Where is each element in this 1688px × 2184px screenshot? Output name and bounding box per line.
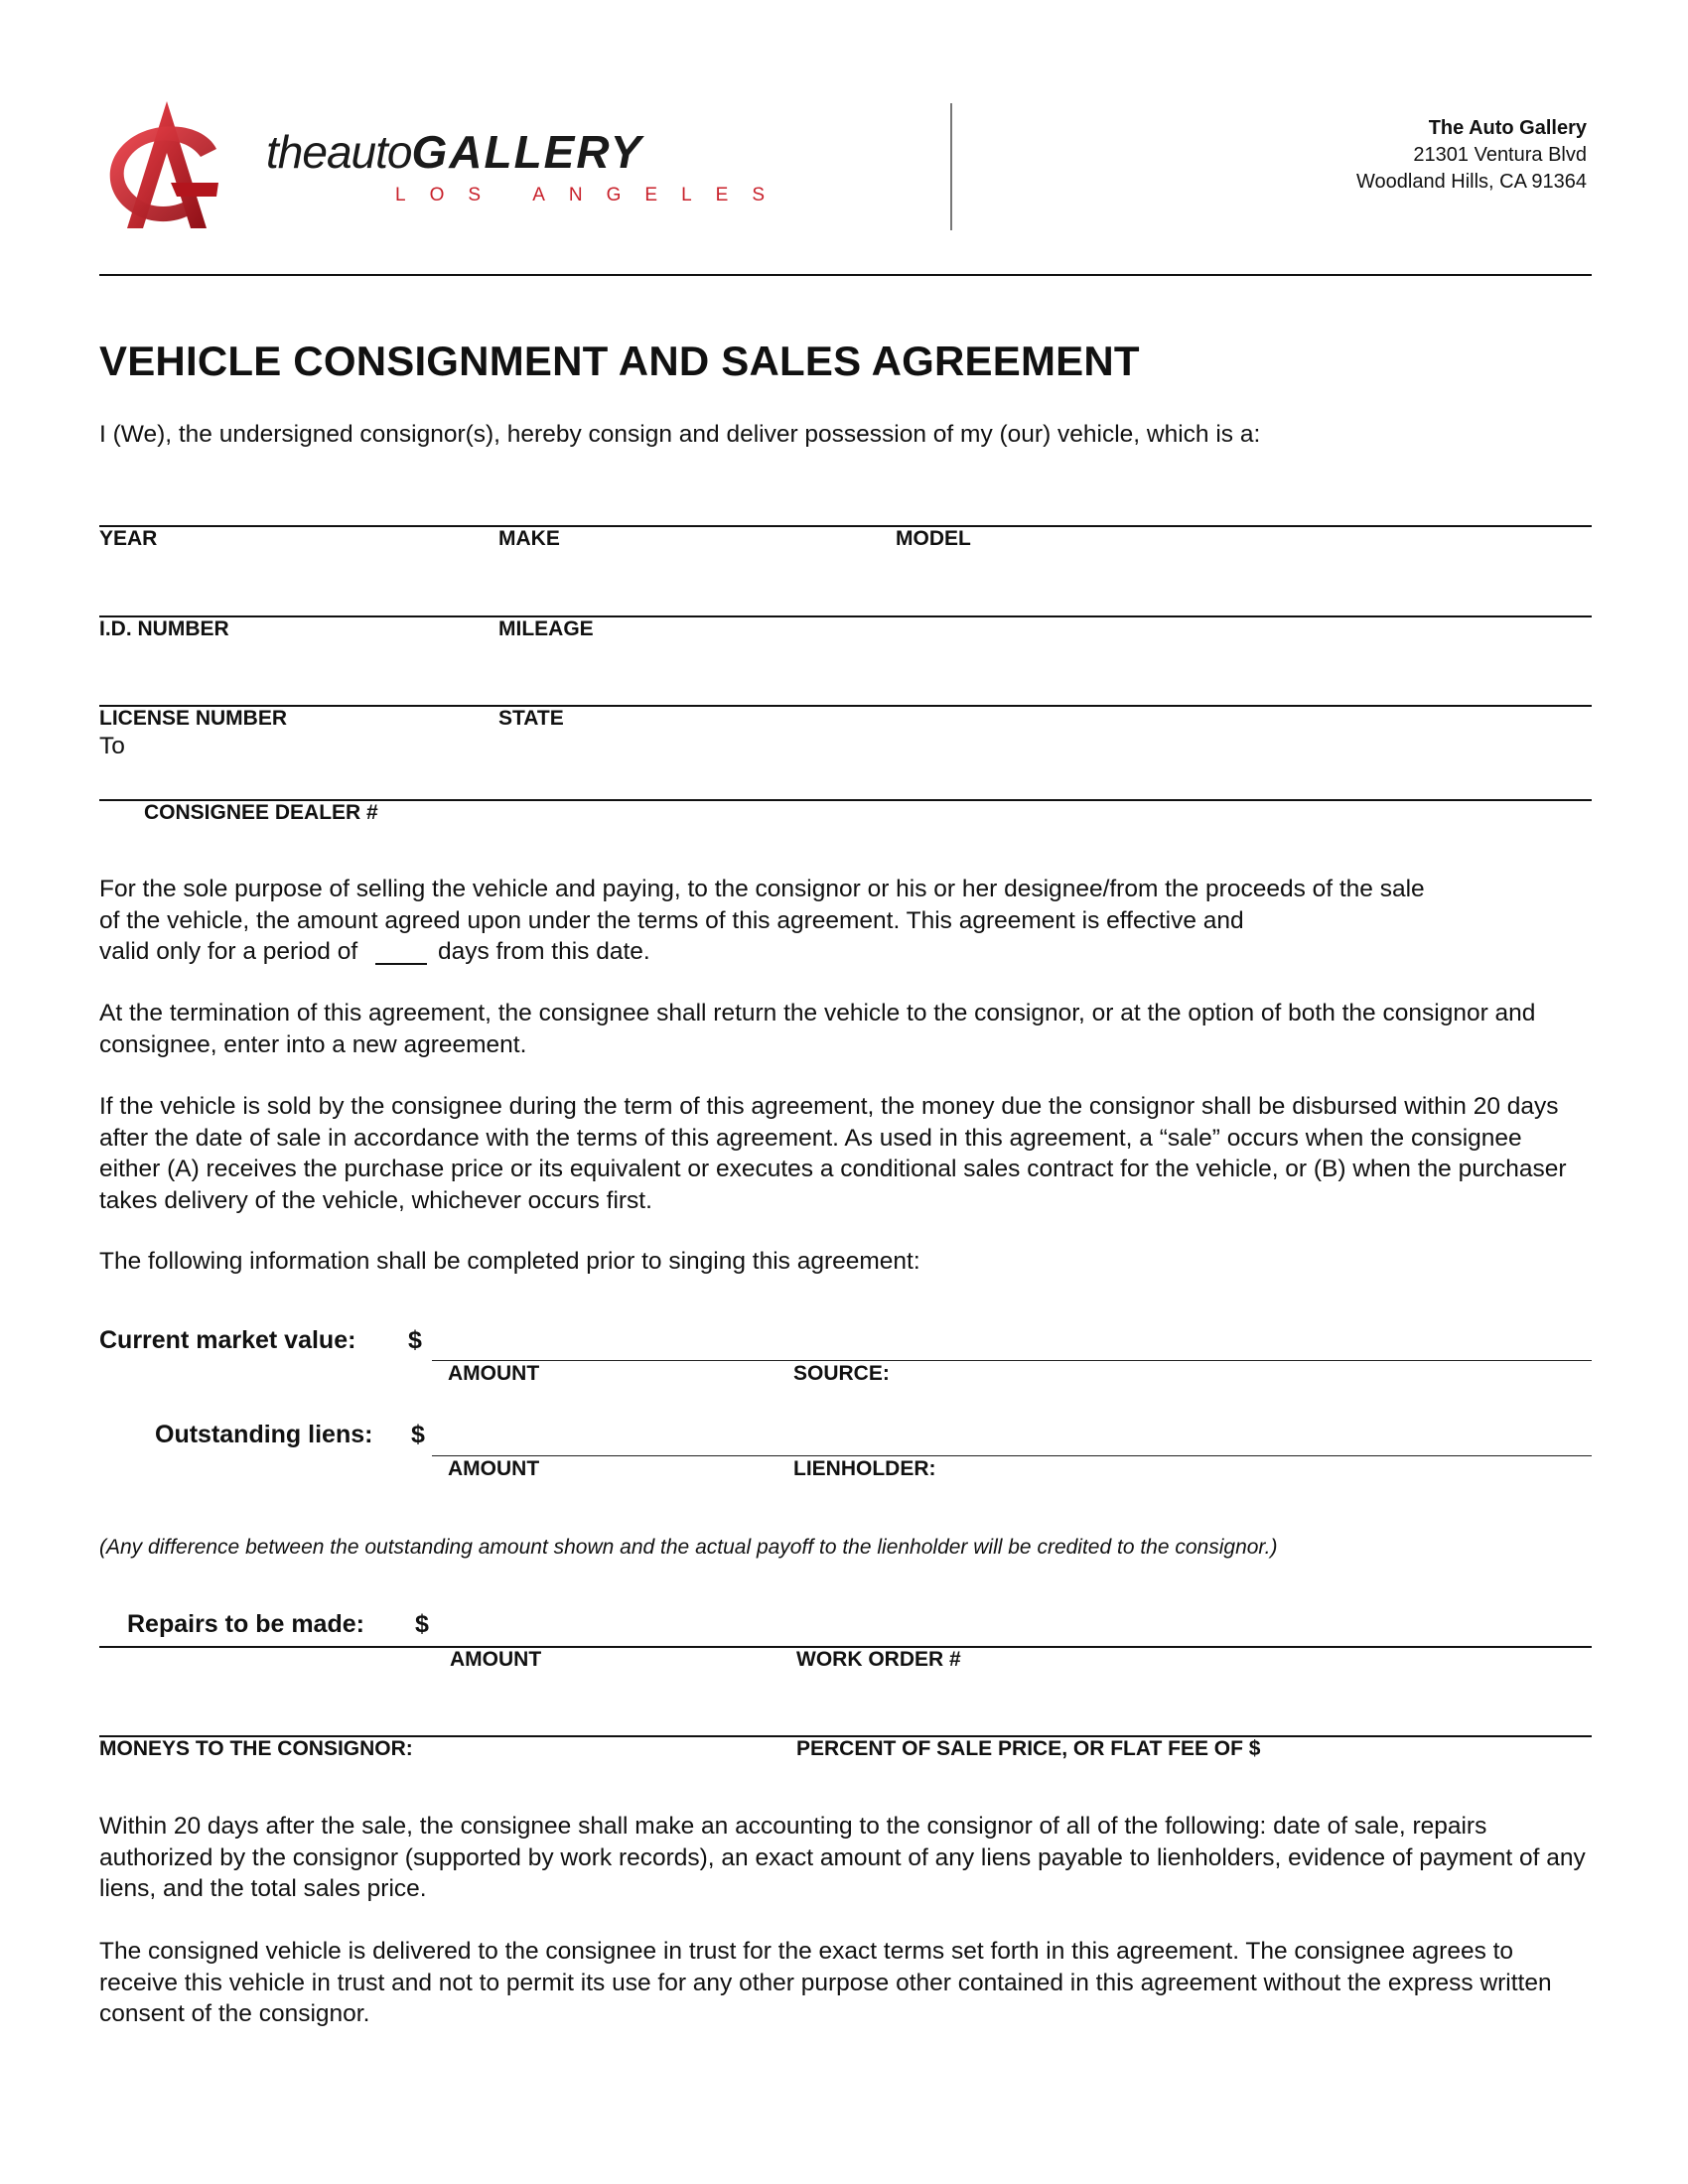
id-number-label: I.D. NUMBER: [99, 617, 229, 640]
state-label: STATE: [498, 707, 564, 730]
days-blank-field[interactable]: [375, 937, 427, 965]
purpose-paragraph: [99, 874, 1589, 968]
repairs-amount-label: AMOUNT: [450, 1648, 542, 1671]
purpose-line-1: For the sole purpose of selling the vehicle and paying, to the consignor or his or her designee/from the proceeds of the sale: [99, 876, 1425, 902]
moneys-label: MONEYS TO THE CONSIGNOR:: [99, 1737, 413, 1760]
days-text: days from this date.: [437, 938, 650, 965]
repairs-dollar: $: [415, 1610, 429, 1638]
vehicle-row2-line[interactable]: [99, 615, 1592, 617]
liens-note: (Any difference between the outstanding amount shown and the actual payoff to the lienholder will be credited to the consignor.): [99, 1536, 1278, 1559]
termination-paragraph: At the termination of this agreement, the consignee shall return the vehicle to the consignor, or at the option of both the consignor and consignee, enter into a new agreement.: [99, 1000, 1536, 1058]
header-divider: [950, 103, 952, 230]
trust-paragraph: The consigned vehicle is delivered to the consignee in trust for the exact terms set forth in this agreement. The consignee agrees to receive this vehicle in trust and not to permit its use for any other purpose other contained in this agreement without the express written consent of the consignor.: [99, 1938, 1552, 2027]
header-rule: [99, 274, 1592, 276]
model-label: MODEL: [896, 527, 971, 550]
accounting-paragraph: Within 20 days after the sale, the consignee shall make an accounting to the consignor of all of the following: date of sale, repairs authorized by the consignor (supported by work records), an exact amount of any liens payable to lienholders, evidence of payment of any liens, and the total sales price.: [99, 1813, 1586, 1902]
to-label: To: [99, 733, 125, 759]
percent-label: PERCENT OF SALE PRICE, OR FLAT FEE OF $: [796, 1737, 1261, 1760]
mileage-label: MILEAGE: [498, 617, 594, 640]
intro-text: I (We), the undersigned consignor(s), hereby consign and deliver possession of my (our) vehicle, which is a:: [99, 421, 1261, 448]
market-amount-label: AMOUNT: [448, 1362, 540, 1385]
lienholder-label: LIENHOLDER:: [793, 1457, 936, 1480]
liens-line[interactable]: [432, 1455, 1592, 1456]
sale-paragraph: If the vehicle is sold by the consignee during the term of this agreement, the money due the consignor shall be disbursed within 20 days after the date of sale in accordance with the terms of this agreement. As used in this agreement, a “sale” occurs when the consignee either (A) receives the purchase price or its equivalent or executes a conditional sales contract for the vehicle, or (B) when the purchaser takes delivery of the vehicle, whichever occurs first.: [99, 1093, 1567, 1214]
year-label: YEAR: [99, 527, 158, 550]
source-label: SOURCE:: [793, 1362, 890, 1385]
company-address-block: [1356, 115, 1587, 196]
license-number-label: LICENSE NUMBER: [99, 707, 288, 730]
vehicle-row3-line[interactable]: [99, 705, 1592, 707]
logo-wordmark: theautoGALLERY: [266, 126, 643, 178]
purpose-line-2: of the vehicle, the amount agreed upon under the terms of this agreement. This agreement is effective and: [99, 906, 1244, 934]
vehicle-row1-line[interactable]: [99, 525, 1592, 527]
document-title: VEHICLE CONSIGNMENT AND SALES AGREEMENT: [99, 338, 1140, 384]
logo-emblem-icon: [95, 97, 234, 236]
make-label: MAKE: [498, 527, 560, 550]
liens-amount-label: AMOUNT: [448, 1457, 540, 1480]
market-value-label: Current market value:: [99, 1326, 356, 1354]
market-value-line[interactable]: [432, 1360, 1592, 1361]
following-paragraph: The following information shall be completed prior to singing this agreement:: [99, 1248, 920, 1275]
company-name: The Auto Gallery: [1428, 117, 1587, 139]
liens-label: Outstanding liens:: [155, 1421, 373, 1448]
period-text: valid only for a period of: [99, 938, 358, 965]
work-order-label: WORK ORDER #: [796, 1648, 961, 1671]
consignee-dealer-label: CONSIGNEE DEALER #: [144, 801, 378, 824]
address-line-2: Woodland Hills, CA 91364: [1356, 171, 1587, 193]
company-logo-mark: [95, 97, 234, 236]
liens-dollar: $: [411, 1421, 425, 1448]
logo-city: LOS ANGELES: [395, 185, 789, 205]
address-line-1: 21301 Ventura Blvd: [1413, 144, 1587, 166]
market-value-dollar: $: [408, 1326, 422, 1354]
purpose-line-3: [99, 936, 1589, 968]
repairs-label: Repairs to be made:: [127, 1610, 364, 1638]
